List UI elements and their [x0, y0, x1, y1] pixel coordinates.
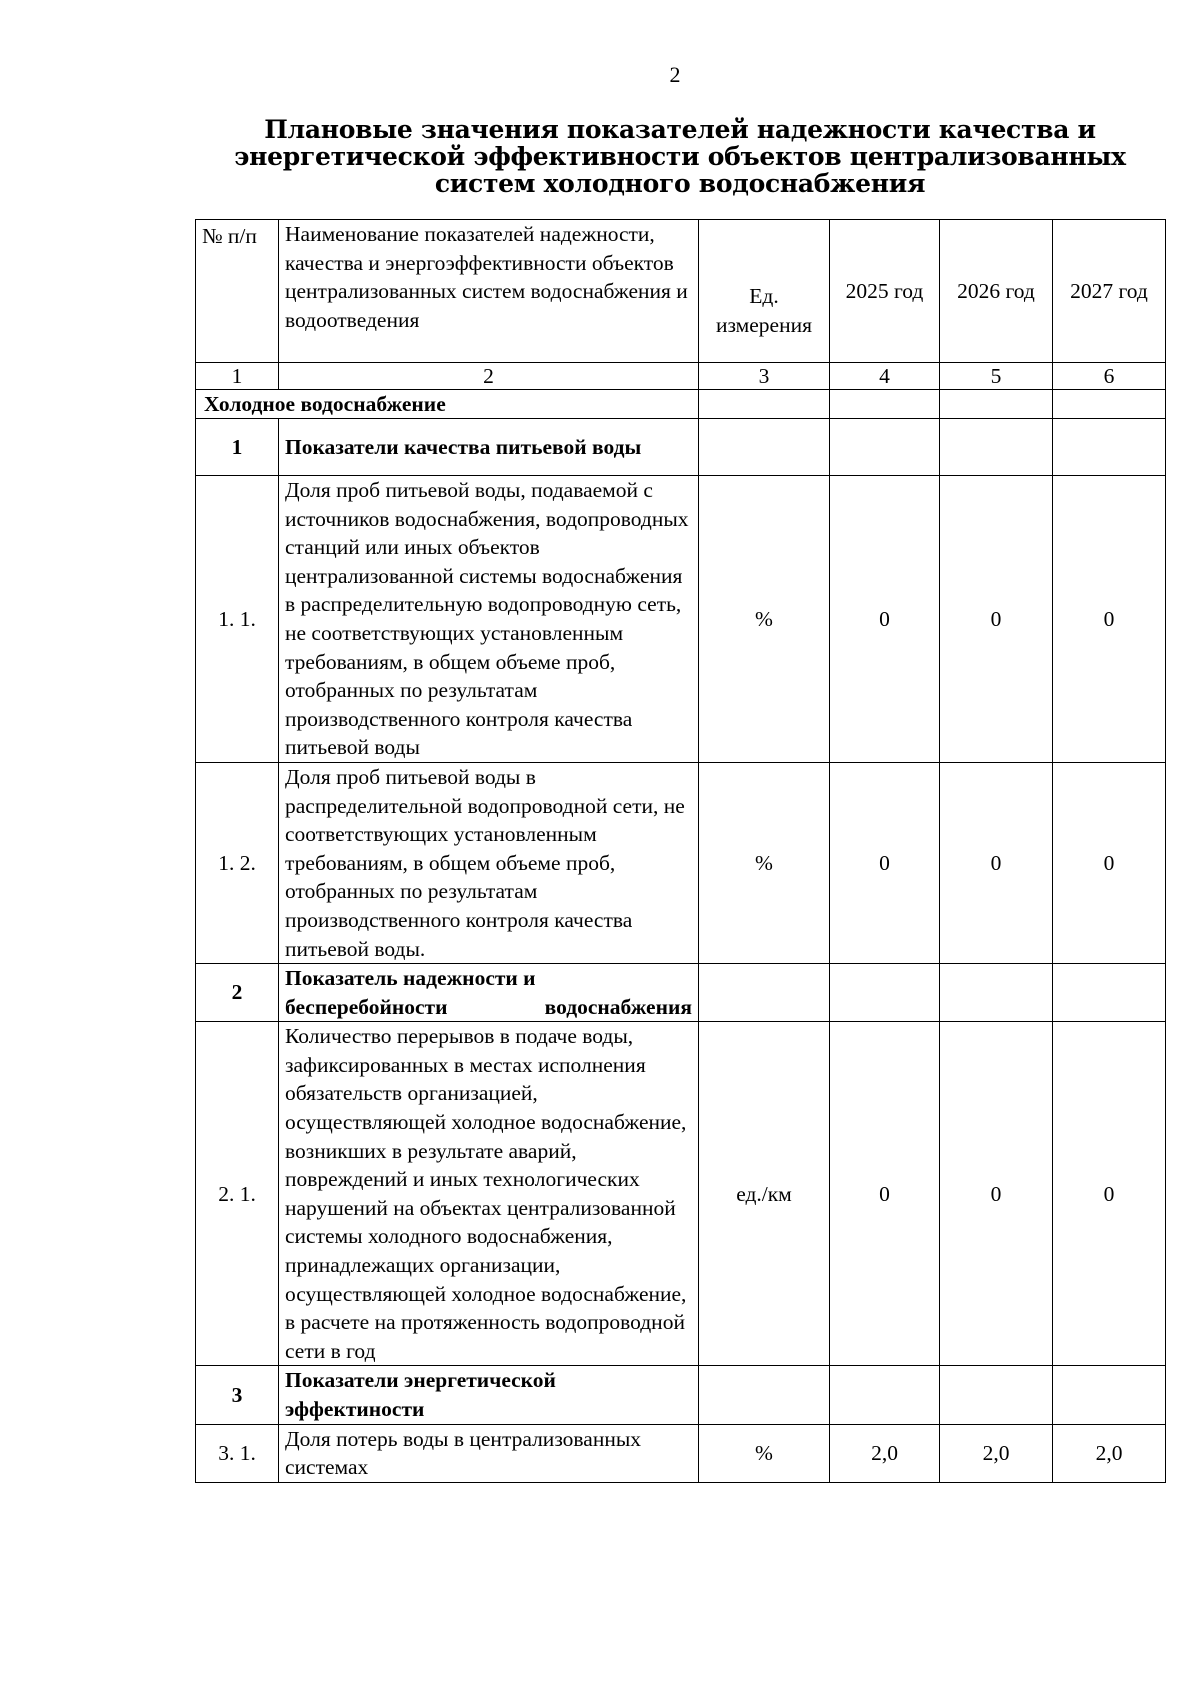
column-number: 2 — [279, 363, 699, 390]
section-title: Холодное водоснабжение — [196, 390, 699, 419]
row-number: 1. 1. — [196, 476, 279, 763]
table-row — [196, 1022, 1166, 1366]
value-2025: 0 — [830, 1022, 940, 1366]
value-2026: 0 — [940, 1022, 1053, 1366]
group-row — [196, 419, 1166, 476]
unit-cell: % — [699, 476, 830, 763]
value-2025: 0 — [830, 762, 940, 963]
indicator-name: Доля потерь воды в централизованных системах — [279, 1424, 699, 1482]
page-number: 2 — [669, 62, 681, 87]
value-2027: 2,0 — [1053, 1424, 1166, 1482]
header-2027: 2027 год — [1053, 220, 1166, 363]
header-2025: 2025 год — [830, 220, 940, 363]
group-number: 3 — [196, 1366, 279, 1424]
indicator-name: Доля проб питьевой воды в распределительной водопроводной сети, не соответствующих установленным требованиям, в общем объеме проб, отобранных по результатам производственного контроля качества питьевой воды. — [279, 762, 699, 963]
value-2026: 0 — [940, 762, 1053, 963]
unit-cell: ед./км — [699, 1022, 830, 1366]
value-2027: 0 — [1053, 476, 1166, 763]
indicator-name: Доля проб питьевой воды, подаваемой с источников водоснабжения, водопроводных станций или иных объектов централизованной системы водоснабжения в распределительную водопроводную сеть, не соответствующих установленным требованиям, в общем объеме проб, отобранных по результатам производственного контроля качества питьевой воды — [279, 476, 699, 763]
column-number: 3 — [699, 363, 830, 390]
header-row — [196, 220, 1166, 363]
group-row — [196, 964, 1166, 1022]
document-title: Плановые значения показателей надежности качества и энергетической эффективности объектов централизованных систем холодного водоснабжения — [234, 115, 1126, 198]
table-row — [196, 1424, 1166, 1482]
unit-cell: % — [699, 762, 830, 963]
column-number: 1 — [196, 363, 279, 390]
column-number-row — [196, 363, 1166, 390]
column-number: 5 — [940, 363, 1053, 390]
column-number: 4 — [830, 363, 940, 390]
group-number: 1 — [196, 419, 279, 476]
value-2027: 0 — [1053, 1022, 1166, 1366]
group-title: Показатель надежности и бесперебойности водоснабжения — [279, 964, 699, 1022]
group-row — [196, 1366, 1166, 1424]
row-number: 1. 2. — [196, 762, 279, 963]
table-row — [196, 762, 1166, 963]
section-row — [196, 390, 1166, 419]
header-name: Наименование показателей надежности, качества и энергоэффективности объектов централизованных систем водоснабжения и водоотведения — [279, 220, 699, 363]
group-title: Показатели энергетической эффектиности — [279, 1366, 699, 1424]
header-2026: 2026 год — [940, 220, 1053, 363]
value-2026: 2,0 — [940, 1424, 1053, 1482]
indicators-table — [195, 219, 1166, 1483]
value-2025: 0 — [830, 476, 940, 763]
column-number: 6 — [1053, 363, 1166, 390]
header-unit: Ед. измерения — [699, 220, 830, 363]
table-row — [196, 476, 1166, 763]
indicator-name: Количество перерывов в подаче воды, зафиксированных в местах исполнения обязательств организацией, осуществляющей холодное водоснабжение, возникших в результате аварий, повреждений и иных технологических нарушений на объектах централизованной системы холодного водоснабжения, принадлежащих организации, осуществляющей холодное водоснабжение, в расчете на протяженность водопроводной сети в год — [279, 1022, 699, 1366]
header-num: № п/п — [196, 220, 279, 363]
value-2027: 0 — [1053, 762, 1166, 963]
value-2026: 0 — [940, 476, 1053, 763]
value-2025: 2,0 — [830, 1424, 940, 1482]
row-number: 3. 1. — [196, 1424, 279, 1482]
group-title: Показатели качества питьевой воды — [279, 419, 699, 476]
row-number: 2. 1. — [196, 1022, 279, 1366]
unit-cell: % — [699, 1424, 830, 1482]
group-number: 2 — [196, 964, 279, 1022]
